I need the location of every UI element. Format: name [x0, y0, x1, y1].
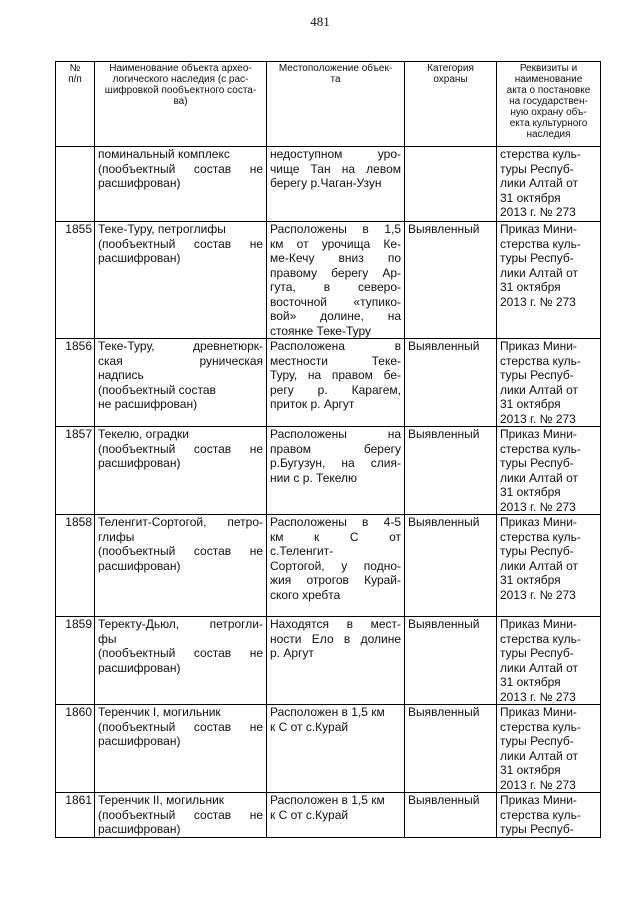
table-body: [56, 147, 601, 838]
header-category-line: Категория: [427, 63, 474, 74]
act-requisites-line: 31 октября: [500, 280, 561, 294]
act-requisites-line: туры Респуб-: [500, 646, 574, 660]
header-requisites-line: екта культурного: [509, 118, 588, 129]
act-requisites-line: 2013 г. № 273: [500, 587, 576, 602]
object-name-line: расшифрован): [98, 176, 181, 190]
object-location: [267, 705, 405, 793]
header-location-line: Местоположение объек-: [278, 63, 393, 74]
object-location-line: Расположены в 1,5: [270, 222, 401, 236]
object-location-line: правому берегу Ар-: [270, 265, 401, 280]
act-requisites-line: 2013 г. № 273: [500, 499, 576, 514]
object-location: [267, 793, 405, 838]
object-location-line: чище Тан на левом: [270, 161, 401, 176]
object-location-line: местности Теке-: [270, 353, 401, 368]
header-location-line: та: [330, 74, 341, 85]
act-requisites-line: лики Алтай от: [500, 265, 578, 280]
object-location-line: к С от с.Курай: [270, 807, 349, 822]
object-name-line: ская руническая: [98, 353, 263, 368]
object-location-line: ме-Кечу вниз по: [270, 251, 401, 265]
object-name: [95, 617, 267, 705]
row-number: 1855: [56, 222, 95, 339]
object-location: [267, 222, 405, 339]
object-location-line: приток р. Аргут: [270, 397, 355, 411]
object-name-line: (пообъектный состав не: [98, 161, 263, 176]
object-name: [95, 427, 267, 515]
act-requisites-line: туры Респуб-: [500, 368, 574, 382]
header-requisites-line: наименование: [514, 74, 583, 85]
object-location-line: Туру, на правом бе-: [270, 368, 401, 382]
act-requisites-line: Приказ Мини-: [500, 515, 577, 529]
protection-category: Выявленный: [405, 515, 497, 617]
act-requisites-line: стерства куль-: [500, 147, 581, 161]
object-location: [267, 339, 405, 427]
act-requisites-line: лики Алтай от: [500, 660, 578, 675]
act-requisites-line: стерства куль-: [500, 807, 581, 822]
object-location-line: жия отрогов Курай-: [270, 573, 401, 587]
protection-category: Выявленный: [405, 222, 497, 339]
header-num: [56, 62, 95, 147]
row-number: 1857: [56, 427, 95, 515]
protection-category: Выявленный: [405, 339, 497, 427]
act-requisites-line: стерства куль-: [500, 631, 581, 646]
object-name: [95, 339, 267, 427]
header-requisites-line: акта о постановке: [506, 85, 591, 96]
act-requisites: [497, 147, 601, 222]
act-requisites-line: лики Алтай от: [500, 748, 578, 763]
act-requisites-line: Приказ Мини-: [500, 427, 577, 441]
object-location-line: Сортогой, у подно-: [270, 558, 401, 573]
table-row: [56, 793, 601, 838]
object-name: [95, 147, 267, 222]
act-requisites: [497, 515, 601, 617]
header-name-line: ва): [173, 96, 188, 107]
object-location-line: км к С от: [270, 529, 401, 544]
act-requisites: [497, 793, 601, 838]
object-location-line: нии с р. Текелю: [270, 470, 358, 485]
act-requisites-line: туры Респуб-: [500, 734, 574, 748]
act-requisites-line: туры Респуб-: [500, 544, 574, 558]
header-num-line: п/п: [68, 74, 82, 85]
object-location-line: Расположен в 1,5 км: [270, 793, 385, 807]
object-location-line: км от урочища Ке-: [270, 236, 401, 251]
act-requisites-line: лики Алтай от: [500, 470, 578, 485]
object-location-line: Находятся в мест-: [270, 617, 401, 631]
act-requisites-line: туры Респуб-: [500, 456, 574, 470]
object-name-line: (пообъектный состав не: [98, 719, 263, 734]
act-requisites-line: стерства куль-: [500, 236, 581, 251]
header-requisites-line: наследия: [526, 129, 571, 140]
protection-category: Выявленный: [405, 617, 497, 705]
object-name: [95, 793, 267, 838]
object-name-line: фы: [98, 631, 117, 646]
table-row: [56, 705, 601, 793]
act-requisites-line: лики Алтай от: [500, 382, 578, 397]
object-name-line: расшифрован): [98, 558, 181, 573]
table-row: [56, 339, 601, 427]
object-name-line: Текелю, оградки: [98, 427, 190, 441]
object-name-line: (пообъектный состав: [98, 382, 216, 397]
act-requisites-line: Приказ Мини-: [500, 339, 577, 353]
row-number: 1858: [56, 515, 95, 617]
object-location: [267, 427, 405, 515]
header-location: [267, 62, 405, 147]
object-name: [95, 705, 267, 793]
object-location-line: с.Теленгит-: [270, 544, 334, 558]
protection-category: Выявленный: [405, 705, 497, 793]
act-requisites-line: 2013 г. № 273: [500, 777, 576, 792]
act-requisites-line: 2013 г. № 273: [500, 689, 576, 704]
object-location: [267, 515, 405, 617]
act-requisites-line: 31 октября: [500, 485, 561, 499]
act-requisites-line: туры Респуб-: [500, 822, 574, 836]
object-location-line: Расположены в 4-5: [270, 515, 401, 529]
object-location: [267, 617, 405, 705]
heritage-registry-table: [55, 61, 601, 838]
object-name-line: (пообъектный состав не: [98, 441, 263, 456]
act-requisites-line: Приказ Мини-: [500, 793, 577, 807]
act-requisites-line: Приказ Мини-: [500, 705, 577, 719]
object-location-line: регу р. Карагем,: [270, 382, 401, 397]
table-row: [56, 147, 601, 222]
table-row: [56, 222, 601, 339]
row-number: 1860: [56, 705, 95, 793]
act-requisites-line: лики Алтай от: [500, 558, 578, 573]
object-name: [95, 515, 267, 617]
object-location-line: вой» долине, на: [270, 309, 401, 323]
header-requisites-line: ную охрану объ-: [510, 107, 587, 118]
object-name-line: расшифрован): [98, 251, 181, 265]
object-location-line: восточной «тупико-: [270, 294, 401, 309]
act-requisites: [497, 427, 601, 515]
act-requisites: [497, 617, 601, 705]
object-name-line: поминальный комплекс: [98, 147, 230, 161]
act-requisites-line: лики Алтай от: [500, 176, 578, 190]
object-location-line: ского хребта: [270, 587, 341, 602]
act-requisites-line: 2013 г. № 273: [500, 294, 576, 309]
table-header-row: [56, 62, 601, 147]
object-location-line: правом берегу: [270, 441, 401, 456]
object-name-line: Теректу-Дьюл, петрогли-: [98, 617, 263, 631]
object-location-line: р. Аргут: [270, 646, 314, 660]
row-number: 1856: [56, 339, 95, 427]
object-location-line: ности Ело в долине: [270, 631, 401, 646]
table-row: [56, 427, 601, 515]
header-name-line: шифровкой пообъектного соста-: [104, 85, 257, 96]
object-name-line: расшифрован): [98, 456, 181, 470]
act-requisites-line: 31 октября: [500, 573, 561, 587]
protection-category: Выявленный: [405, 793, 497, 838]
act-requisites-line: Приказ Мини-: [500, 617, 577, 631]
act-requisites-line: Приказ Мини-: [500, 222, 577, 236]
object-location-line: Расположены на: [270, 427, 401, 441]
object-name-line: (пообъектный состав не: [98, 544, 263, 558]
object-name-line: (пообъектный состав не: [98, 646, 263, 660]
row-number: [56, 147, 95, 222]
object-location-line: Расположен в 1,5 км: [270, 705, 385, 719]
act-requisites-line: 2013 г. № 273: [500, 205, 576, 219]
act-requisites-line: стерства куль-: [500, 529, 581, 544]
row-number: 1859: [56, 617, 95, 705]
act-requisites: [497, 705, 601, 793]
header-requisites-line: на государствен-: [509, 96, 588, 107]
object-name-line: расшифрован): [98, 660, 181, 675]
object-location-line: р.Бугузун, на слия-: [270, 456, 401, 470]
object-location-line: гута, в северо-: [270, 280, 401, 294]
header-name-line: Наименование объекта архео-: [109, 63, 252, 74]
table-row: [56, 617, 601, 705]
table-row: [56, 515, 601, 617]
protection-category: Выявленный: [405, 427, 497, 515]
header-category-line: охраны: [433, 74, 468, 85]
act-requisites-line: стерства куль-: [500, 441, 581, 456]
page-number: 481: [310, 14, 330, 29]
object-name-line: (пообъектный состав не: [98, 236, 263, 251]
object-location-line: недоступном уро-: [270, 147, 401, 161]
header-name-line: логического наследия (с рас-: [112, 74, 249, 85]
object-name: [95, 222, 267, 339]
object-name-line: Теренчик I, могильник: [98, 705, 221, 719]
header-requisites: [497, 62, 601, 147]
act-requisites-line: туры Респуб-: [500, 161, 574, 176]
act-requisites-line: 31 октября: [500, 675, 561, 689]
header-requisites-line: Реквизиты и: [519, 63, 578, 74]
object-location-line: стоянке Теке-Туру: [270, 323, 371, 338]
object-name-line: Теренчик II, могильник: [98, 793, 225, 807]
act-requisites: [497, 339, 601, 427]
act-requisites-line: 31 октября: [500, 763, 561, 777]
object-name-line: расшифрован): [98, 734, 181, 748]
object-location-line: Расположена в: [270, 339, 401, 353]
object-name-line: (пообъектный состав не: [98, 807, 263, 822]
act-requisites-line: 31 октября: [500, 397, 561, 411]
object-location: [267, 147, 405, 222]
object-location-line: берегу р.Чаган-Узун: [270, 176, 382, 190]
act-requisites-line: стерства куль-: [500, 353, 581, 368]
act-requisites-line: 2013 г. № 273: [500, 411, 576, 426]
header-category: [405, 62, 497, 147]
object-name-line: глифы: [98, 529, 135, 544]
object-location-line: к С от с.Курай: [270, 719, 349, 734]
act-requisites: [497, 222, 601, 339]
object-name-line: Теленгит-Сортогой, петро-: [98, 515, 263, 529]
act-requisites-line: стерства куль-: [500, 719, 581, 734]
object-name-line: расшифрован): [98, 822, 181, 836]
protection-category: [405, 147, 497, 222]
header-name: [95, 62, 267, 147]
object-name-line: Теке-Туру, древнетюрк-: [98, 339, 263, 353]
header-num-line: №: [69, 63, 81, 74]
object-name-line: надпись: [98, 368, 144, 382]
act-requisites-line: туры Респуб-: [500, 251, 574, 265]
object-name-line: Теке-Туру, петроглифы: [98, 222, 226, 236]
row-number: 1861: [56, 793, 95, 838]
act-requisites-line: 31 октября: [500, 190, 561, 205]
object-name-line: не расшифрован): [98, 397, 198, 411]
